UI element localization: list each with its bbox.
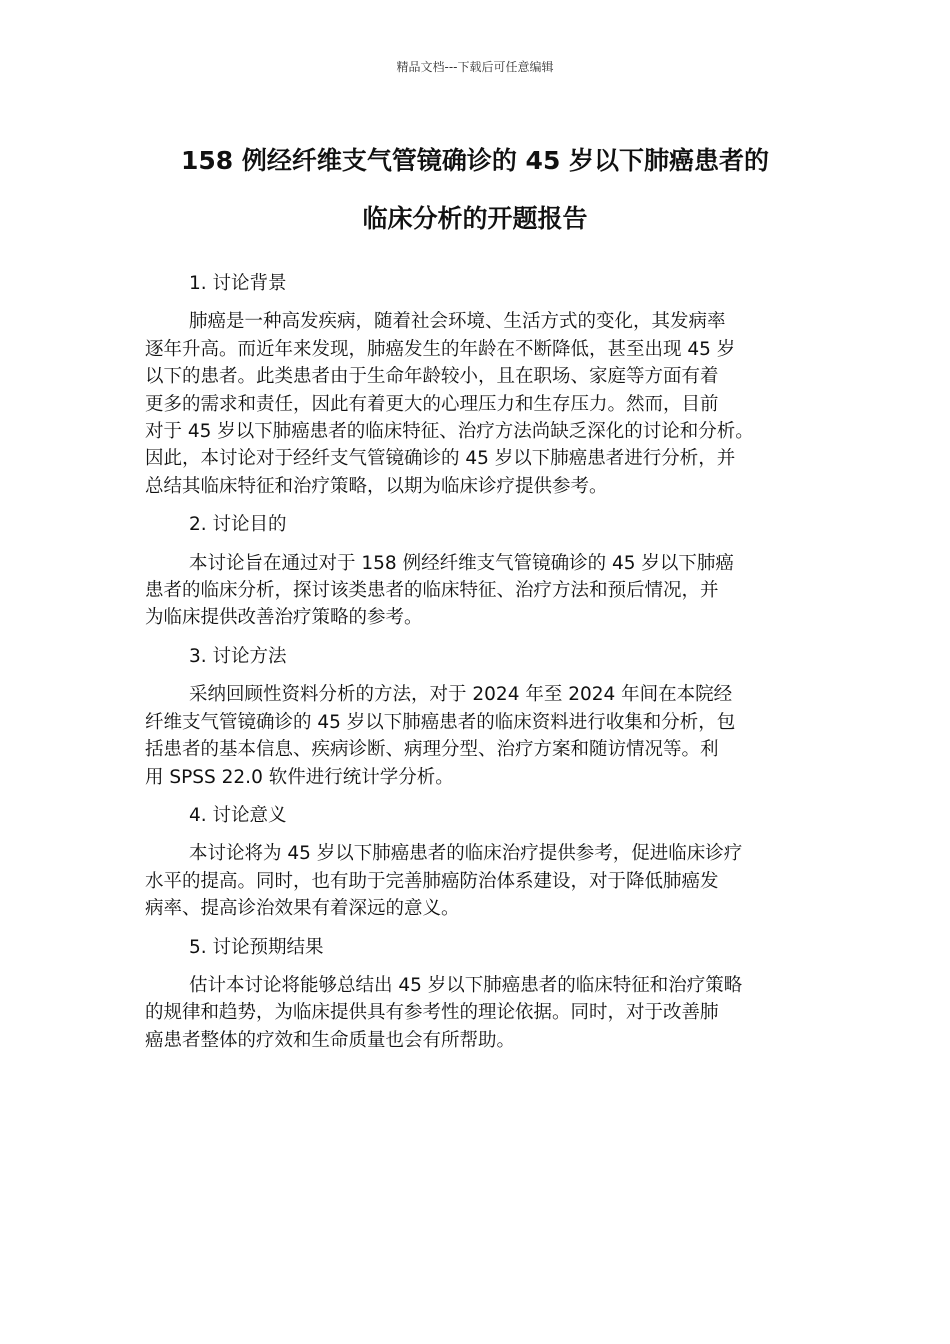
document-title bbox=[145, 132, 805, 248]
document-body bbox=[145, 270, 805, 1054]
paragraph-line: 括患者的基本信息、疾病诊断、病理分型、治疗方案和随访情况等。利 bbox=[145, 739, 719, 761]
paragraph-line: 肺癌是一种高发疾病，随着社会环境、生活方式的变化，其发病率 bbox=[189, 311, 726, 333]
paragraph-line: 采纳回顾性资料分析的方法，对于 2024 年至 2024 年间在本院经 bbox=[189, 684, 733, 706]
paragraph-line: 总结其临床特征和治疗策略，以期为临床诊疗提供参考。 bbox=[145, 475, 608, 497]
paragraph-line: 估计本讨论将能够总结出 45 岁以下肺癌患者的临床特征和治疗策略 bbox=[189, 974, 743, 996]
section-heading-method: 3. 讨论方法 bbox=[189, 645, 287, 667]
paragraph-line: 用 SPSS 22.0 软件进行统计学分析。 bbox=[145, 766, 454, 788]
title-line-1: 158 例经纤维支气管镜确诊的 45 岁以下肺癌患者的 bbox=[180, 146, 770, 175]
paragraph-line: 本讨论将为 45 岁以下肺癌患者的临床治疗提供参考，促进临床诊疗 bbox=[189, 843, 743, 865]
section-paragraph-background bbox=[145, 308, 805, 500]
section-paragraph-expected-results bbox=[145, 972, 805, 1054]
section-heading-background: 1. 讨论背景 bbox=[189, 273, 287, 294]
paragraph-line: 对于 45 岁以下肺癌患者的临床特征、治疗方法尚缺乏深化的讨论和分析。 bbox=[145, 421, 754, 443]
page-header: 精品文档---下载后可任意编辑 bbox=[396, 60, 554, 74]
section-heading-significance: 4. 讨论意义 bbox=[189, 804, 287, 826]
paragraph-line: 更多的需求和责任，因此有着更大的心理压力和生存压力。然而，目前 bbox=[145, 393, 719, 415]
paragraph-line: 患者的临床分析，探讨该类患者的临床特征、治疗方法和预后情况，并 bbox=[145, 580, 719, 602]
paragraph-line: 为临床提供改善治疗策略的参考。 bbox=[145, 607, 423, 629]
section-heading-purpose: 2. 讨论目的 bbox=[189, 514, 287, 536]
section-paragraph-significance bbox=[145, 840, 805, 922]
section-paragraph-method bbox=[145, 681, 805, 791]
paragraph-line: 因此，本讨论对于经纤支气管镜确诊的 45 岁以下肺癌患者进行分析，并 bbox=[145, 448, 736, 470]
paragraph-line: 水平的提高。同时，也有助于完善肺癌防治体系建设，对于降低肺癌发 bbox=[145, 870, 719, 892]
paragraph-line: 纤维支气管镜确诊的 45 岁以下肺癌患者的临床资料进行收集和分析，包 bbox=[145, 711, 736, 733]
title-line-2: 临床分析的开题报告 bbox=[362, 204, 588, 233]
paragraph-line: 病率、提高诊治效果有着深远的意义。 bbox=[145, 898, 460, 920]
paragraph-line: 的规律和趋势，为临床提供具有参考性的理论依据。同时，对于改善肺 bbox=[145, 1002, 719, 1024]
paragraph-line: 以下的患者。此类患者由于生命年龄较小，且在职场、家庭等方面有着 bbox=[145, 366, 719, 388]
paragraph-line: 癌患者整体的疗效和生命质量也会有所帮助。 bbox=[145, 1029, 516, 1051]
section-paragraph-purpose bbox=[145, 550, 805, 632]
section-heading-expected-results: 5. 讨论预期结果 bbox=[189, 936, 324, 958]
paragraph-line: 逐年升高。而近年来发现，肺癌发生的年龄在不断降低，甚至出现 45 岁 bbox=[145, 338, 736, 360]
paragraph-line: 本讨论旨在通过对于 158 例经纤维支气管镜确诊的 45 岁以下肺癌 bbox=[189, 552, 734, 574]
